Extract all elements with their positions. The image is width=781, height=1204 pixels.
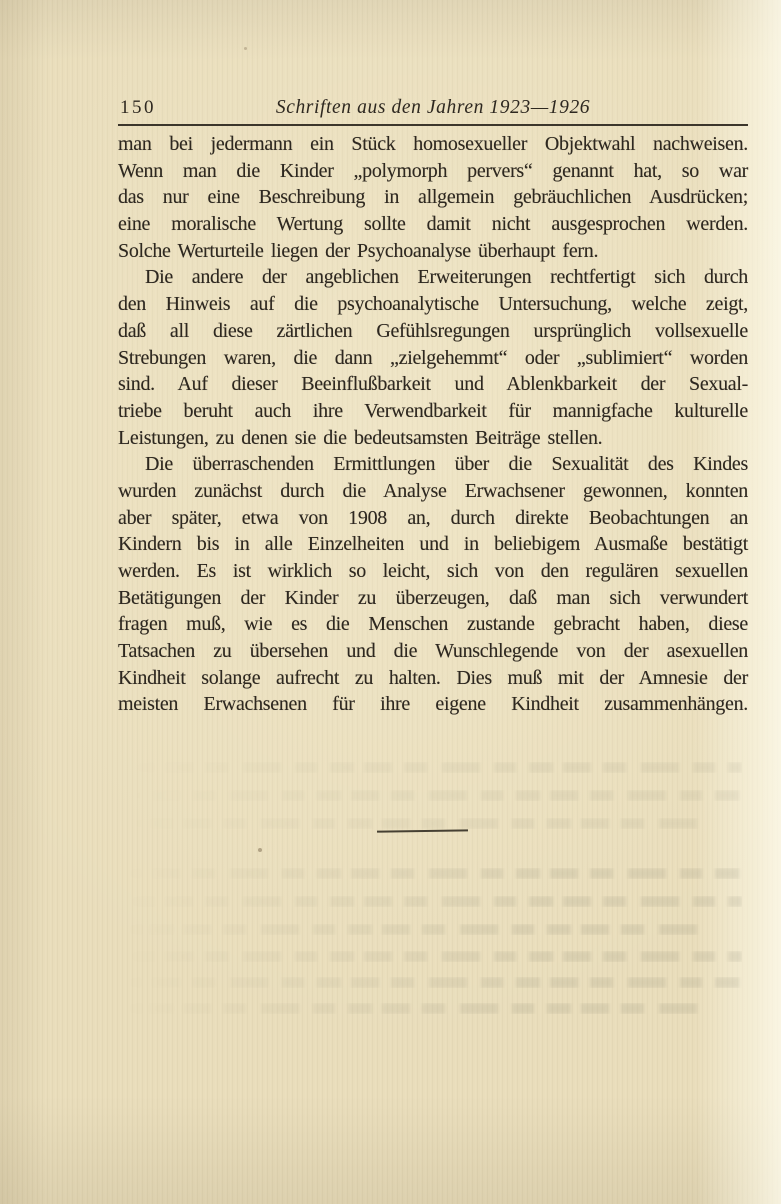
text-line: Kindern bis in alle Einzelheiten und in beliebigem Ausmaße bestätigt	[118, 533, 748, 556]
bleed-through-line	[118, 818, 708, 829]
text-line: sind. Auf dieser Beeinflußbarkeit und Ablenkbarkeit der Sexual-	[118, 373, 748, 396]
bleed-through-line	[118, 762, 742, 773]
text-line: aber später, etwa von 1908 an, durch direkte Beobachtungen an	[118, 506, 748, 529]
text-line: werden. Es ist wirklich so leicht, sich von den regulären sexuellen	[118, 560, 748, 582]
header-rule	[118, 124, 748, 126]
text-line: Betätigungen der Kinder zu überzeugen, daß man sich verwundert	[118, 586, 748, 609]
text-line: fragen muß, wie es die Menschen zustande gebracht haben, diese	[118, 613, 748, 636]
text-line: Die überraschenden Ermittlungen über die Sexualität des Kindes	[145, 453, 748, 476]
text-line: Leistungen, zu denen sie die bedeutsamsten Beiträge stellen.	[118, 426, 603, 449]
bleed-through-line	[118, 977, 742, 988]
text-line: den Hinweis auf die psychoanalytische Untersuchung, welche zeigt,	[118, 293, 748, 316]
text-line: Kindheit solange aufrecht zu halten. Dies muß mit der Amnesie der	[118, 666, 748, 689]
text-line: das nur eine Beschreibung in allgemein gebräuchlichen Ausdrücken;	[118, 186, 748, 209]
body-text	[118, 133, 748, 720]
text-line: Strebungen waren, die dann „zielgehemmt“ oder „sublimiert“ worden	[118, 346, 748, 369]
bleed-through-line	[118, 1003, 708, 1014]
bleed-through-line	[118, 924, 708, 935]
page-number: 150	[120, 97, 156, 118]
section-divider	[377, 829, 468, 832]
bleed-through-line	[118, 790, 742, 801]
bleed-through-line	[118, 951, 742, 962]
text-line: eine moralische Wertung sollte damit nicht ausgesprochen werden.	[118, 213, 748, 236]
text-line: daß all diese zärtlichen Gefühlsregungen ursprünglich vollsexuelle	[118, 319, 748, 342]
paper-speck	[244, 47, 247, 50]
running-head	[118, 97, 748, 123]
running-title: Schriften aus den Jahren 1923—1926	[275, 97, 591, 118]
text-line: Solche Werturteile liegen der Psychoanalyse überhaupt fern.	[118, 239, 599, 262]
text-line: meisten Erwachsenen für ihre eigene Kindheit zusammenhängen.	[118, 693, 748, 716]
bleed-through-line	[118, 896, 742, 907]
text-line: Die andere der angeblichen Erweiterungen rechtfertigt sich durch	[145, 266, 748, 289]
bleed-through-line	[118, 868, 742, 879]
text-line: Wenn man die Kinder „polymorph pervers“ genannt hat, so war	[118, 159, 748, 182]
text-line: Tatsachen zu übersehen und die Wunschlegende von der asexuellen	[118, 640, 748, 663]
text-line: wurden zunächst durch die Analyse Erwachsener gewonnen, konnten	[118, 479, 748, 502]
text-line: man bei jedermann ein Stück homosexueller Objektwahl nachweisen.	[118, 133, 748, 155]
paper-speck	[258, 848, 262, 852]
text-line: triebe beruht auch ihre Verwendbarkeit für mannigfache kulturelle	[118, 399, 748, 422]
